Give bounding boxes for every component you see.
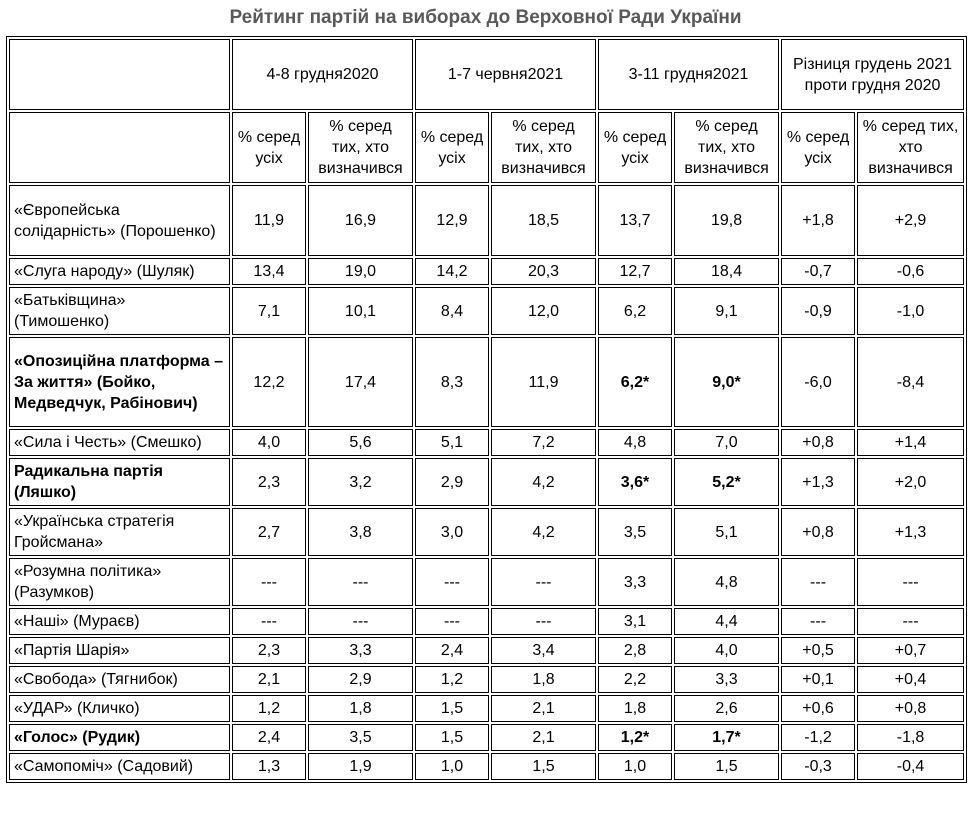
- value-cell: 19,0: [308, 258, 413, 285]
- value-cell: 3,2: [308, 458, 413, 506]
- party-name: «Самопоміч» (Садовий): [9, 753, 230, 780]
- value-cell: 3,0: [415, 508, 489, 556]
- table-container: [6, 36, 966, 816]
- party-name: «Слуга народу» (Шуляк): [9, 258, 230, 285]
- ratings-table: [6, 36, 967, 783]
- value-cell: -1,0: [857, 287, 964, 335]
- value-cell: 11,9: [491, 337, 596, 427]
- value-cell: +2,9: [857, 185, 964, 256]
- value-cell: ---: [781, 558, 855, 606]
- value-cell: 3,3: [308, 637, 413, 664]
- value-cell: -6,0: [781, 337, 855, 427]
- corner-cell: [9, 39, 230, 110]
- value-cell: 1,8: [598, 695, 672, 722]
- value-cell: 11,9: [232, 185, 306, 256]
- value-cell: 2,3: [232, 458, 306, 506]
- value-cell: 3,5: [308, 724, 413, 751]
- value-cell: ---: [308, 558, 413, 606]
- value-cell: 16,9: [308, 185, 413, 256]
- party-name: «Голос» (Рудик): [9, 724, 230, 751]
- value-cell: 4,0: [674, 637, 779, 664]
- value-cell: 14,2: [415, 258, 489, 285]
- value-cell: 5,2*: [674, 458, 779, 506]
- value-cell: +0,8: [781, 508, 855, 556]
- value-cell: 2,1: [232, 666, 306, 693]
- value-cell: +2,0: [857, 458, 964, 506]
- party-name: «Наші» (Мураєв): [9, 608, 230, 635]
- value-cell: 1,9: [308, 753, 413, 780]
- value-cell: 1,2: [415, 666, 489, 693]
- value-cell: 7,1: [232, 287, 306, 335]
- value-cell: ---: [232, 558, 306, 606]
- value-cell: 1,5: [674, 753, 779, 780]
- value-cell: 3,8: [308, 508, 413, 556]
- table-row: [9, 287, 964, 335]
- value-cell: 2,9: [308, 666, 413, 693]
- value-cell: +0,8: [781, 429, 855, 456]
- value-cell: 1,0: [415, 753, 489, 780]
- value-cell: -0,7: [781, 258, 855, 285]
- value-cell: +1,3: [857, 508, 964, 556]
- header-row-periods: [9, 39, 964, 110]
- value-cell: ---: [415, 608, 489, 635]
- value-cell: ---: [308, 608, 413, 635]
- value-cell: 2,7: [232, 508, 306, 556]
- value-cell: 5,1: [415, 429, 489, 456]
- party-name: «Свобода» (Тягнибок): [9, 666, 230, 693]
- value-cell: -1,2: [781, 724, 855, 751]
- value-cell: ---: [232, 608, 306, 635]
- value-cell: 1,7*: [674, 724, 779, 751]
- value-cell: 7,2: [491, 429, 596, 456]
- value-cell: 5,6: [308, 429, 413, 456]
- table-row: [9, 753, 964, 780]
- value-cell: 4,8: [674, 558, 779, 606]
- value-cell: 4,8: [598, 429, 672, 456]
- value-cell: 2,3: [232, 637, 306, 664]
- value-cell: ---: [857, 608, 964, 635]
- diff-header: Різниця грудень 2021 проти грудня 2020: [781, 39, 964, 110]
- value-cell: 7,0: [674, 429, 779, 456]
- value-cell: 17,4: [308, 337, 413, 427]
- value-cell: 6,2: [598, 287, 672, 335]
- value-cell: +0,6: [781, 695, 855, 722]
- value-cell: 1,2: [232, 695, 306, 722]
- page-title: Рейтинг партій на виборах до Верховної Ради України: [229, 7, 742, 28]
- value-cell: 4,4: [674, 608, 779, 635]
- subheader-decided: % серед тих, хто визначився: [491, 112, 596, 183]
- header-row-measures: [9, 112, 964, 183]
- value-cell: 3,4: [491, 637, 596, 664]
- value-cell: +0,4: [857, 666, 964, 693]
- value-cell: -0,9: [781, 287, 855, 335]
- value-cell: 9,0*: [674, 337, 779, 427]
- value-cell: 12,9: [415, 185, 489, 256]
- period-header: 4-8 грудня2020: [232, 39, 413, 110]
- value-cell: 9,1: [674, 287, 779, 335]
- value-cell: -0,4: [857, 753, 964, 780]
- table-row: [9, 337, 964, 427]
- table-row: [9, 666, 964, 693]
- value-cell: 20,3: [491, 258, 596, 285]
- table-row: [9, 258, 964, 285]
- table-row: [9, 558, 964, 606]
- table-row: [9, 185, 964, 256]
- value-cell: 3,5: [598, 508, 672, 556]
- value-cell: +1,4: [857, 429, 964, 456]
- subheader-all: % серед усіх: [232, 112, 306, 183]
- value-cell: 12,7: [598, 258, 672, 285]
- period-header: 1-7 червня2021: [415, 39, 596, 110]
- value-cell: 18,4: [674, 258, 779, 285]
- value-cell: +0,5: [781, 637, 855, 664]
- value-cell: 2,4: [232, 724, 306, 751]
- value-cell: 3,1: [598, 608, 672, 635]
- party-name: «УДАР» (Кличко): [9, 695, 230, 722]
- value-cell: 1,5: [491, 753, 596, 780]
- value-cell: 4,0: [232, 429, 306, 456]
- value-cell: 1,0: [598, 753, 672, 780]
- value-cell: 1,2*: [598, 724, 672, 751]
- value-cell: 2,6: [674, 695, 779, 722]
- value-cell: ---: [491, 608, 596, 635]
- party-name: Радикальна партія (Ляшко): [9, 458, 230, 506]
- value-cell: 10,1: [308, 287, 413, 335]
- value-cell: 4,2: [491, 508, 596, 556]
- value-cell: 2,2: [598, 666, 672, 693]
- value-cell: ---: [857, 558, 964, 606]
- value-cell: ---: [491, 558, 596, 606]
- value-cell: +0,8: [857, 695, 964, 722]
- value-cell: ---: [781, 608, 855, 635]
- value-cell: 1,8: [308, 695, 413, 722]
- value-cell: 3,6*: [598, 458, 672, 506]
- corner-cell: [9, 112, 230, 183]
- value-cell: +0,1: [781, 666, 855, 693]
- table-row: [9, 724, 964, 751]
- value-cell: -0,6: [857, 258, 964, 285]
- value-cell: 2,9: [415, 458, 489, 506]
- value-cell: 12,2: [232, 337, 306, 427]
- value-cell: 5,1: [674, 508, 779, 556]
- period-header: 3-11 грудня2021: [598, 39, 779, 110]
- table-row: [9, 637, 964, 664]
- table-row: [9, 458, 964, 506]
- value-cell: 1,8: [491, 666, 596, 693]
- value-cell: 3,3: [674, 666, 779, 693]
- value-cell: ---: [415, 558, 489, 606]
- party-name: «Європейська солідарність» (Порошенко): [9, 185, 230, 256]
- value-cell: 13,4: [232, 258, 306, 285]
- value-cell: -8,4: [857, 337, 964, 427]
- value-cell: +1,8: [781, 185, 855, 256]
- subheader-all: % серед усіх: [781, 112, 855, 183]
- party-name: «Розумна політика» (Разумков): [9, 558, 230, 606]
- subheader-decided: % серед тих, хто визначився: [857, 112, 964, 183]
- value-cell: 1,5: [415, 695, 489, 722]
- party-name: «Батьківщина» (Тимошенко): [9, 287, 230, 335]
- value-cell: 2,1: [491, 695, 596, 722]
- value-cell: 6,2*: [598, 337, 672, 427]
- subheader-all: % серед усіх: [598, 112, 672, 183]
- party-name: «Партія Шарія»: [9, 637, 230, 664]
- subheader-decided: % серед тих, хто визначився: [308, 112, 413, 183]
- value-cell: 4,2: [491, 458, 596, 506]
- value-cell: 13,7: [598, 185, 672, 256]
- value-cell: 12,0: [491, 287, 596, 335]
- value-cell: 1,5: [415, 724, 489, 751]
- table-row: [9, 608, 964, 635]
- value-cell: -1,8: [857, 724, 964, 751]
- table-row: [9, 508, 964, 556]
- value-cell: +1,3: [781, 458, 855, 506]
- value-cell: 8,3: [415, 337, 489, 427]
- value-cell: -0,3: [781, 753, 855, 780]
- value-cell: 8,4: [415, 287, 489, 335]
- value-cell: 18,5: [491, 185, 596, 256]
- subheader-all: % серед усіх: [415, 112, 489, 183]
- value-cell: 2,8: [598, 637, 672, 664]
- value-cell: 2,1: [491, 724, 596, 751]
- party-name: «Українська стратегія Гройсмана»: [9, 508, 230, 556]
- subheader-decided: % серед тих, хто визначився: [674, 112, 779, 183]
- party-name: «Опозиційна платформа – За життя» (Бойко, Медведчук, Рабінович): [9, 337, 230, 427]
- table-row: [9, 695, 964, 722]
- value-cell: 3,3: [598, 558, 672, 606]
- value-cell: 19,8: [674, 185, 779, 256]
- party-name: «Сила і Честь» (Смешко): [9, 429, 230, 456]
- table-row: [9, 429, 964, 456]
- value-cell: 1,3: [232, 753, 306, 780]
- value-cell: +0,7: [857, 637, 964, 664]
- value-cell: 2,4: [415, 637, 489, 664]
